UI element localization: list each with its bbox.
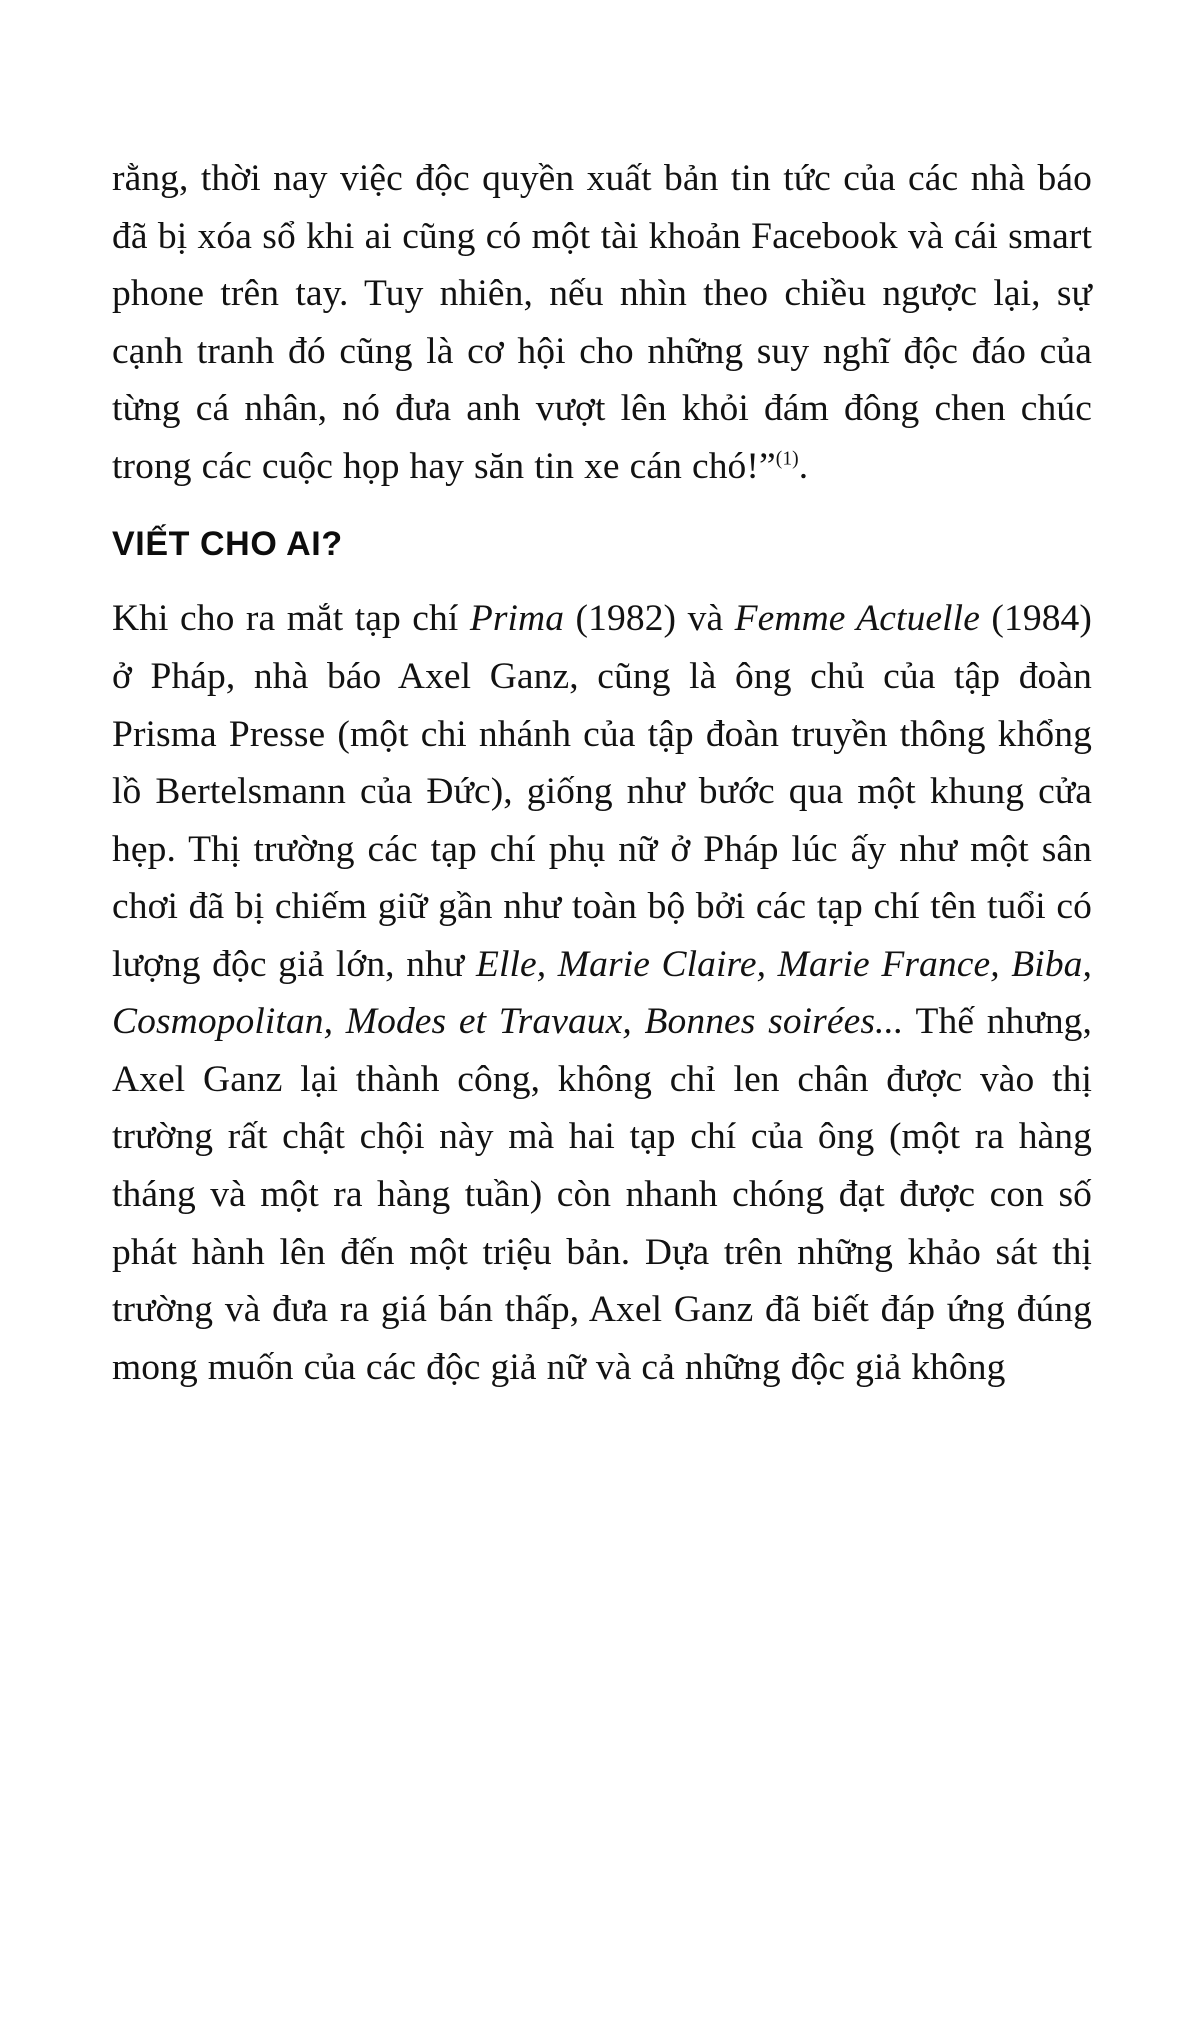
paragraph-continuation-text: rằng, thời nay việc độc quyền xuất bản tin tức của các nhà báo đã bị xóa sổ khi ai cũng có một tài khoản Facebook và cái smart phone trên tay. Tuy nhiên, nếu nhìn theo chiều ngược lại, sự cạnh tranh đó cũng là cơ hội cho những suy nghĩ độc đáo của từng cá nhân, nó đưa anh vượt lên khỏi đám đông chen chúc trong các cuộc họp hay săn tin xe cán chó!”$^{(1)}$.: [112, 158, 1092, 487]
section-heading: VIẾT CHO AI?: [112, 525, 343, 564]
italic-title: Femme Actuelle: [734, 598, 980, 640]
footnote-marker: (1): [775, 448, 799, 470]
paragraph-body: [112, 590, 1092, 1396]
italic-title: Elle, Marie Claire, Marie France, Biba, Cosmopolitan, Modes et Travaux, Bonnes soirées...: [112, 943, 1093, 1043]
paragraph-continuation: [112, 150, 1092, 495]
paragraph-body-text: Khi cho ra mắt tạp chí Prima (1982) và Femme Actuelle (1984) ở Pháp, nhà báo Axel Ganz, cũng là ông chủ của tập đoàn Prisma Presse (một chi nhánh của tập đoàn truyền thông khổng lồ Bertelsmann của Đức), giống như bước qua một khung cửa hẹp. Thị trường các tạp chí phụ nữ ở Pháp lúc ấy như một sân chơi đã bị chiếm giữ gần như toàn bộ bởi các tạp chí tên tuổi có lượng độc giả lớn, như Elle, Marie Claire, Marie France, Biba, Cosmopolitan, Modes et Travaux, Bonnes soirées... Thế nhưng, Axel Ganz lại thành công, không chỉ len chân được vào thị trường rất chật chội này mà hai tạp chí của ông (một ra hàng tháng và một ra hàng tuần) còn nhanh chóng đạt được con số phát hành lên đến một triệu bản. Dựa trên những khảo sát thị trường và đưa ra giá bán thấp, Axel Ganz đã biết đáp ứng đúng mong muốn của các độc giả nữ và cả những độc giả không: [112, 598, 1093, 1388]
italic-title: Prima: [469, 598, 565, 640]
